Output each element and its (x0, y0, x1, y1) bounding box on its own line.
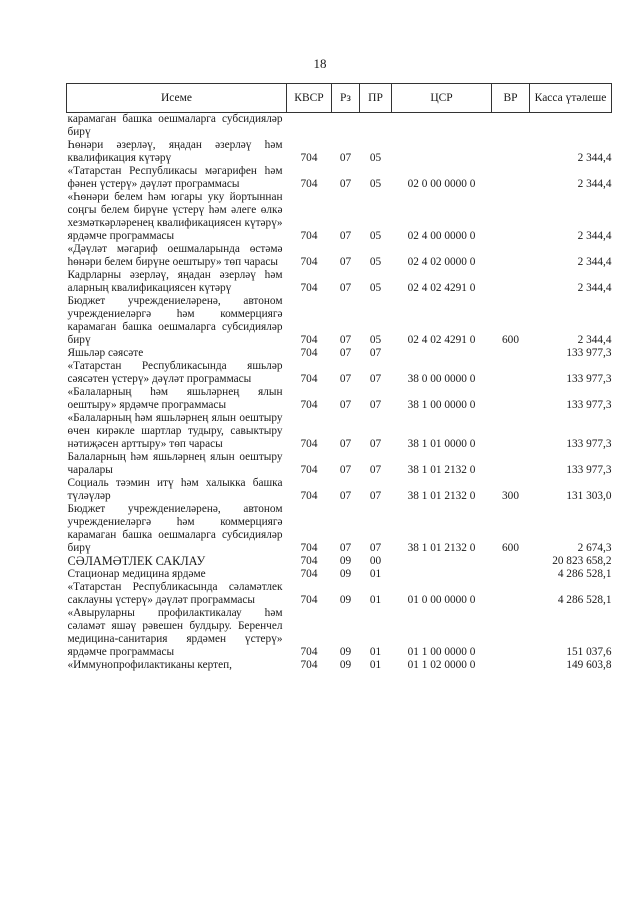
row-sum: 131 303,0 (566, 490, 612, 502)
row-csr: 38 1 00 0000 0 (407, 399, 476, 411)
table-row (67, 412, 612, 451)
row-pr: 05 (369, 282, 382, 294)
row-kvsr: 704 (300, 399, 318, 411)
row-rz: 09 (339, 568, 352, 580)
row-name: Кадрларны әзерләү, яңадан әзерләү һәм аларның квалификациясен күтәрү (67, 269, 283, 294)
row-vr (492, 581, 530, 607)
row-pr: 07 (369, 438, 382, 450)
header-csr: ЦСР (392, 84, 492, 113)
row-csr: 02 0 00 0000 0 (407, 178, 476, 190)
row-name: Бюджет учреждениеләренә, автоном учреждениеләргә һәм коммерциягә карамаган башка оешмаларга субсидияләр бирү (67, 503, 283, 554)
row-kvsr: 704 (300, 373, 318, 385)
row-sum: 133 977,3 (566, 464, 612, 476)
row-name: «Иммунопрофилактиканы кертеп, (67, 659, 232, 671)
row-sum: 133 977,3 (566, 399, 612, 411)
header-kvsr: КВСР (287, 84, 332, 113)
table-row (67, 347, 612, 360)
row-csr: 38 1 01 0000 0 (407, 438, 476, 450)
row-rz: 09 (339, 594, 352, 606)
row-kvsr: 704 (300, 256, 318, 268)
row-csr: 38 1 01 2132 0 (407, 542, 476, 554)
row-vr: 600 (502, 334, 519, 346)
row-csr: 02 4 02 4291 0 (407, 282, 476, 294)
row-pr: 07 (369, 542, 382, 554)
table-row (67, 568, 612, 581)
table-row (67, 269, 612, 295)
row-pr: 05 (369, 152, 382, 164)
row-kvsr: 704 (300, 659, 318, 671)
row-pr: 07 (369, 399, 382, 411)
row-pr: 05 (369, 230, 382, 242)
row-sum: 2 344,4 (577, 256, 612, 268)
row-pr: 05 (369, 334, 382, 346)
row-kvsr: 704 (300, 334, 318, 346)
row-vr (492, 191, 530, 243)
row-kvsr: 704 (300, 542, 318, 554)
header-name: Исеме (67, 84, 287, 113)
row-pr: 07 (369, 490, 382, 502)
row-vr (492, 386, 530, 412)
row-csr: 02 4 00 0000 0 (407, 230, 476, 242)
row-csr: 38 1 01 2132 0 (407, 464, 476, 476)
row-pr: 01 (369, 594, 382, 606)
row-vr (492, 165, 530, 191)
table-row (67, 555, 612, 568)
row-pr: 00 (369, 555, 382, 567)
table-row (67, 113, 612, 140)
row-csr: 01 0 00 0000 0 (407, 594, 476, 606)
row-sum: 2 344,4 (577, 334, 612, 346)
row-rz: 07 (339, 230, 352, 242)
table-row (67, 191, 612, 243)
row-name: «Татарстан Республикасы мәгарифен һәм фәнен үстерү» дәүләт программасы (67, 165, 283, 190)
row-rz: 07 (339, 334, 352, 346)
page-number: 18 (313, 56, 327, 71)
header-rz: Рз (332, 84, 360, 113)
row-name: Балаларның һәм яшьләрнең ялын оештыру чаралары (67, 451, 283, 476)
row-name: «Дәүләт мәгариф оешмаларында өстәмә һөнәри белем бирүне оештыру» төп чарасы (67, 243, 283, 268)
row-name: «Авыруларны профилактикалау һәм сәламәт яшәү рәвешен булдыру. Беренчел медицина-санитария ярдәмен үстерү» ярдәмче программасы (67, 607, 283, 658)
row-kvsr (287, 113, 332, 140)
row-name: «Балаларның һәм яшьләрнең ялын оештыру» ярдәмче программасы (67, 386, 283, 411)
row-csr (392, 113, 492, 140)
row-name: «Һөнәри белем һәм югары уку йортыннан соңгы белем бирүне үстерү һәм әлеге өлкә хезмәткәрләренең квалификациясен күтәрү» ярдәмче программасы (67, 191, 283, 242)
row-name: СӘЛАМӘТЛЕК САКЛАУ (67, 554, 206, 568)
table-row (67, 360, 612, 386)
row-rz: 07 (339, 347, 352, 359)
row-vr (492, 659, 530, 672)
row-csr: 02 4 02 4291 0 (407, 334, 476, 346)
row-kvsr: 704 (300, 347, 318, 359)
row-pr: 07 (369, 373, 382, 385)
row-name: Һөнәри әзерләү, яңадан әзерләү һәм квалификация күтәрү (67, 139, 283, 164)
row-csr (392, 568, 492, 581)
header-pr: ПР (360, 84, 392, 113)
row-sum: 151 037,6 (566, 646, 612, 658)
table-row (67, 295, 612, 347)
row-kvsr: 704 (300, 568, 318, 580)
row-vr (492, 269, 530, 295)
row-name: «Татарстан Республикасында сәламәтлек саклауны үстерү» дәүләт программасы (67, 581, 283, 606)
row-name: Социаль тәэмин итү һәм халыкка башка түләүләр (67, 477, 283, 502)
row-rz: 07 (339, 256, 352, 268)
row-sum: 2 344,4 (577, 178, 612, 190)
row-sum: 133 977,3 (566, 438, 612, 450)
row-rz: 07 (339, 399, 352, 411)
row-csr: 38 0 00 0000 0 (407, 373, 476, 385)
row-vr: 300 (502, 490, 519, 502)
row-rz: 07 (339, 178, 352, 190)
row-name: «Балаларның һәм яшьләрнең ялын оештыру өчен кирәкле шартлар тудыру, савыктыру нәтиҗәсен арттыру» төп чарасы (67, 412, 283, 450)
table-header (67, 84, 612, 113)
row-rz: 09 (339, 659, 352, 671)
row-csr: 38 1 01 2132 0 (407, 490, 476, 502)
row-kvsr: 704 (300, 490, 318, 502)
row-kvsr: 704 (300, 646, 318, 658)
table-row (67, 581, 612, 607)
row-pr: 01 (369, 568, 382, 580)
row-csr (392, 555, 492, 568)
row-kvsr: 704 (300, 464, 318, 476)
row-kvsr: 704 (300, 594, 318, 606)
row-name: Стационар медицина ярдәме (67, 568, 206, 580)
row-pr: 07 (369, 464, 382, 476)
row-sum: 2 344,4 (577, 282, 612, 294)
row-vr (492, 555, 530, 568)
row-kvsr: 704 (300, 178, 318, 190)
row-rz: 09 (339, 555, 352, 567)
row-kvsr: 704 (300, 555, 318, 567)
row-kvsr: 704 (300, 282, 318, 294)
row-sum: 2 344,4 (577, 230, 612, 242)
row-vr: 600 (502, 542, 519, 554)
row-sum: 20 823 658,2 (552, 555, 612, 567)
row-sum: 133 977,3 (566, 373, 612, 385)
row-csr: 02 4 02 0000 0 (407, 256, 476, 268)
row-rz: 07 (339, 152, 352, 164)
row-name: карамаган башка оешмаларга субсидияләр бирү (67, 113, 283, 138)
table-row (67, 477, 612, 503)
row-rz (332, 113, 360, 140)
row-vr (492, 412, 530, 451)
row-kvsr: 704 (300, 230, 318, 242)
row-vr (492, 347, 530, 360)
row-name: Яшьләр сәясәте (67, 347, 144, 359)
row-name: Бюджет учреждениеләренә, автоном учреждениеләргә һәм коммерциягә карамаган башка оешмаларга субсидияләр бирү (67, 295, 283, 346)
row-sum: 2 674,3 (577, 542, 612, 554)
row-vr (492, 139, 530, 165)
table-row (67, 165, 612, 191)
table-row (67, 451, 612, 477)
row-sum: 133 977,3 (566, 347, 612, 359)
table-row (67, 503, 612, 555)
header-vr: ВР (492, 84, 530, 113)
row-pr: 05 (369, 256, 382, 268)
row-sum: 149 603,8 (566, 659, 612, 671)
table-row (67, 659, 612, 672)
row-vr (492, 568, 530, 581)
header-sum: Касса үтәлеше (530, 84, 612, 113)
row-sum: 4 286 528,1 (557, 568, 612, 580)
row-pr: 01 (369, 646, 382, 658)
row-name: «Татарстан Республикасында яшьләр сәясәтен үстерү» дәүләт программасы (67, 360, 283, 385)
row-csr: 01 1 00 0000 0 (407, 646, 476, 658)
row-csr: 01 1 02 0000 0 (407, 659, 476, 671)
row-pr: 07 (369, 347, 382, 359)
row-pr (360, 113, 392, 140)
row-sum (530, 113, 612, 140)
row-vr (492, 113, 530, 140)
row-rz: 07 (339, 373, 352, 385)
table-body (67, 113, 612, 673)
row-vr (492, 243, 530, 269)
table-row (67, 386, 612, 412)
row-csr (392, 347, 492, 360)
row-rz: 07 (339, 438, 352, 450)
row-rz: 09 (339, 646, 352, 658)
row-rz: 07 (339, 464, 352, 476)
row-vr (492, 451, 530, 477)
table-row (67, 243, 612, 269)
row-pr: 05 (369, 178, 382, 190)
row-vr (492, 360, 530, 386)
budget-table (66, 83, 612, 672)
row-sum: 4 286 528,1 (557, 594, 612, 606)
row-pr: 01 (369, 659, 382, 671)
row-vr (492, 607, 530, 659)
row-csr (392, 139, 492, 165)
row-rz: 07 (339, 490, 352, 502)
row-kvsr: 704 (300, 152, 318, 164)
row-rz: 07 (339, 542, 352, 554)
row-kvsr: 704 (300, 438, 318, 450)
row-sum: 2 344,4 (577, 152, 612, 164)
row-rz: 07 (339, 282, 352, 294)
table-row (67, 139, 612, 165)
table-row (67, 607, 612, 659)
